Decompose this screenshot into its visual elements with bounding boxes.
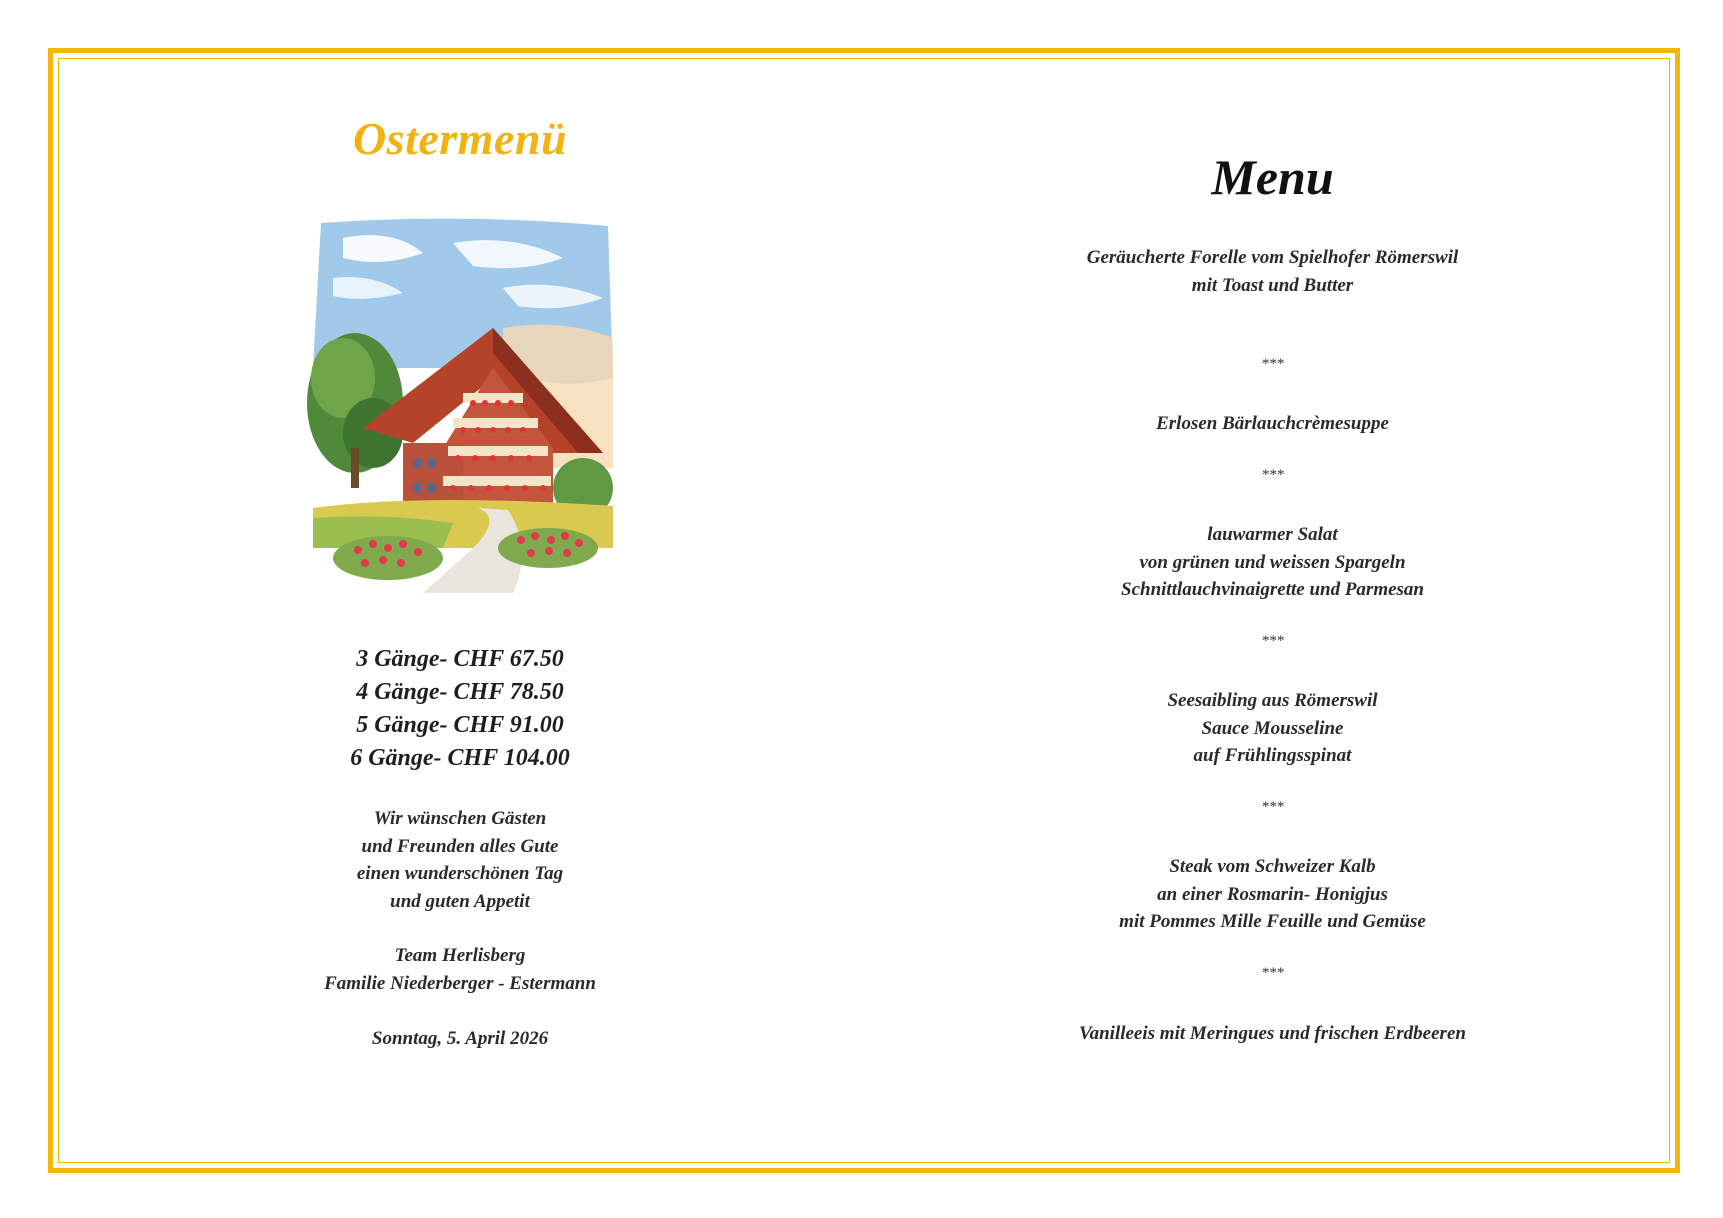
course-line: mit Toast und Butter: [1191, 274, 1354, 296]
course-line: Seesaibling aus Römerswil: [1167, 690, 1378, 711]
course-separator: ***: [1261, 467, 1284, 483]
greeting-line: und Freunden alles Gute: [361, 835, 559, 857]
course-separator: ***: [1261, 965, 1284, 981]
greeting-line: und guten Appetit: [390, 890, 530, 912]
team-signature: [255, 942, 665, 997]
course-separator: ***: [1261, 356, 1284, 372]
course-line: mit Pommes Mille Feuille und Gemüse: [1119, 911, 1426, 932]
course-line: Vanilleeis mit Meringues und frischen Erdbeeren: [1079, 1023, 1466, 1044]
course-3: [1000, 521, 1545, 604]
course-line: Erlosen Bärlauchcrèmesuppe: [1156, 413, 1389, 434]
price-3-courses: 3 Gänge- CHF 67.50: [356, 646, 564, 672]
course-line: Sauce Mousseline: [1201, 717, 1344, 739]
course-line: auf Frühlingsspinat: [1193, 745, 1352, 766]
page-frame: [48, 48, 1680, 1173]
price-5-courses: 5 Gänge- CHF 91.00: [356, 712, 564, 738]
course-separator: ***: [1261, 799, 1284, 815]
greeting-line: Wir wünschen Gästen: [373, 808, 547, 829]
price-4-courses: 4 Gänge- CHF 78.50: [356, 679, 564, 705]
price-list: [255, 643, 665, 775]
course-line: Steak vom Schweizer Kalb: [1169, 856, 1376, 877]
course-line: Schnittlauchvinaigrette und Parmesan: [1121, 579, 1424, 600]
course-separator: ***: [1261, 633, 1284, 649]
page-frame-inner: [58, 58, 1670, 1163]
course-line: Geräucherte Forelle vom Spielhofer Römerswil: [1086, 247, 1459, 268]
team-name: Team Herlisberg: [394, 945, 526, 966]
course-line: an einer Rosmarin- Honigjus: [1157, 883, 1388, 905]
course-2: [1000, 410, 1545, 438]
course-6: [1000, 1020, 1545, 1048]
event-date: Sonntag, 5. April 2026: [371, 1028, 549, 1049]
menu-title: Menu: [1211, 149, 1334, 205]
cover-title: Ostermenü: [352, 113, 568, 164]
greeting-text: [255, 805, 665, 915]
course-line: von grünen und weissen Spargeln: [1139, 551, 1406, 573]
course-line: lauwarmer Salat: [1207, 524, 1338, 545]
farmhouse-watercolor-illustration: [303, 218, 623, 593]
greeting-line: einen wunderschönen Tag: [356, 863, 564, 884]
course-5: [1000, 853, 1545, 936]
course-1: [1000, 244, 1545, 299]
family-name: Familie Niederberger - Estermann: [324, 972, 596, 994]
price-6-courses: 6 Gänge- CHF 104.00: [350, 745, 570, 771]
course-4: [1000, 687, 1545, 770]
